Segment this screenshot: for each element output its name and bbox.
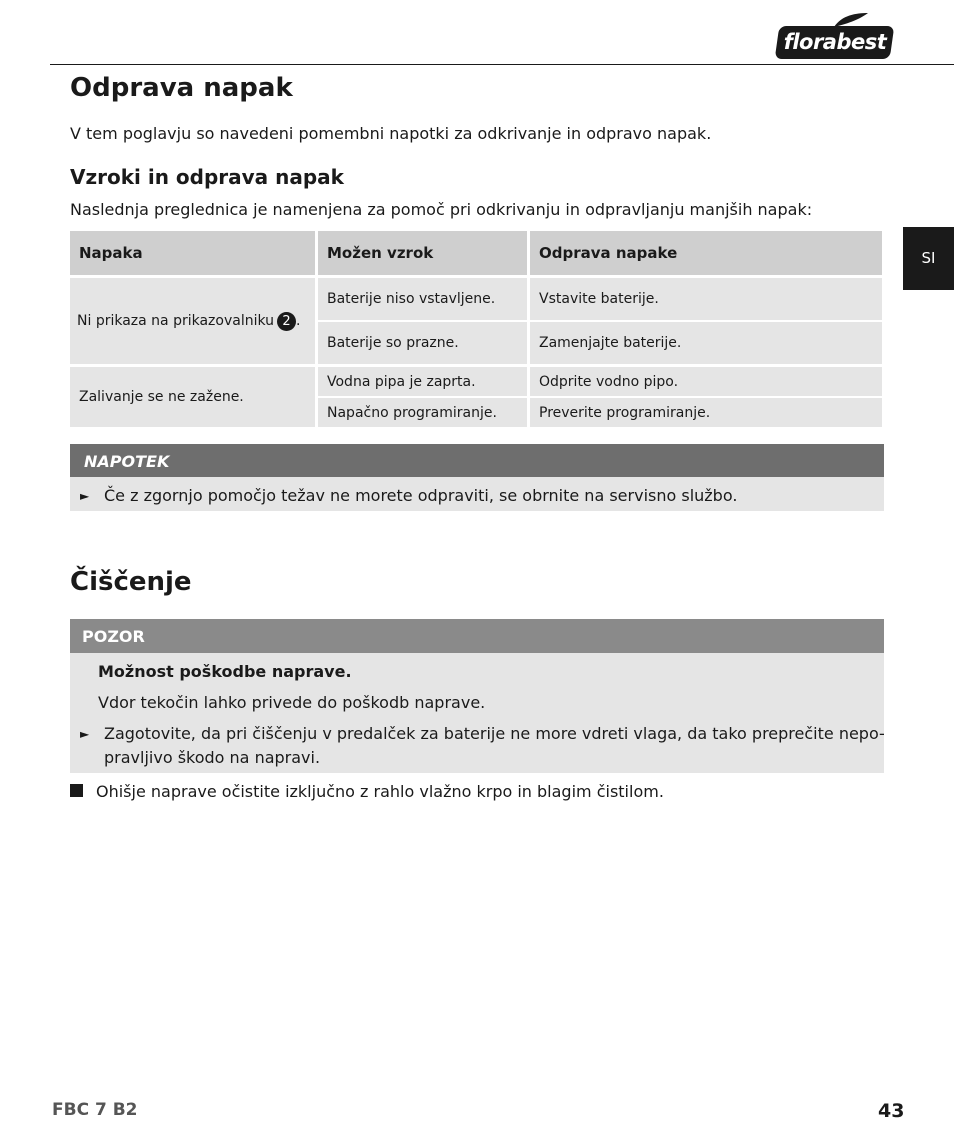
square-bullet-icon <box>70 784 83 797</box>
table-cell-remedy: Zamenjajte baterije. <box>530 322 882 364</box>
intro-text: V tem poglavju so navedeni pomembni napotki za odkrivanje in odpravo napak. <box>70 124 712 143</box>
page-number: 43 <box>878 1100 905 1122</box>
table-cell-remedy: Odprite vodno pipo. <box>530 367 882 396</box>
table-cell-remedy: Preverite programiranje. <box>530 398 882 427</box>
table-cell-cause: Napačno programiranje. <box>318 398 527 427</box>
section-title-troubleshooting: Odprava napak <box>70 73 293 103</box>
table-header-fault: Napaka <box>70 231 315 275</box>
display-number-badge: 2 <box>277 312 296 331</box>
model-number: FBC 7 B2 <box>52 1100 138 1120</box>
table-cell-cause: Vodna pipa je zaprta. <box>318 367 527 396</box>
subsection-title: Vzroki in odprava napak <box>70 165 344 189</box>
table-cell-remedy: Vstavite baterije. <box>530 278 882 320</box>
caution-instruction-line2: pravljivo škodo na napravi. <box>104 748 321 767</box>
note-header: NAPOTEK <box>70 444 884 477</box>
subsection-intro: Naslednja preglednica je namenjena za pomoč pri odkrivanju in odpravljanju manjših napak: <box>70 200 813 219</box>
brand-logo: florabest <box>783 30 887 54</box>
fault-suffix: . <box>296 313 301 329</box>
caution-title: Možnost poškodbe naprave. <box>98 662 352 681</box>
caution-header: POZOR <box>70 619 884 653</box>
table-cell-cause: Baterije so prazne. <box>318 322 527 364</box>
note-text: Če z zgornjo pomočjo težav ne morete odpraviti, se obrnite na servisno službo. <box>104 486 738 505</box>
table-header-cause: Možen vzrok <box>318 231 527 275</box>
fault-text: Ni prikaza na prikazovalniku <box>77 313 275 329</box>
table-cell-cause: Baterije niso vstavljene. <box>318 278 527 320</box>
table-header-remedy: Odprava napake <box>530 231 882 275</box>
caution-instruction-line1: Zagotovite, da pri čiščenju v predalček za baterije ne more vdreti vlaga, da tako preprečite nepo- <box>104 724 885 743</box>
language-tab: SI <box>903 227 954 290</box>
cleaning-instruction: Ohišje naprave očistite izključno z rahlo vlažno krpo in blagim čistilom. <box>96 782 664 801</box>
caution-text: Vdor tekočin lahko privede do poškodb naprave. <box>98 693 486 712</box>
table-cell-fault: Zalivanje se ne zažene. <box>70 367 315 427</box>
arrow-right-icon: ► <box>80 727 90 741</box>
arrow-right-icon: ► <box>80 489 90 503</box>
table-cell-fault <box>70 278 315 364</box>
header-rule <box>50 64 954 65</box>
section-title-cleaning: Čiščenje <box>70 567 192 597</box>
